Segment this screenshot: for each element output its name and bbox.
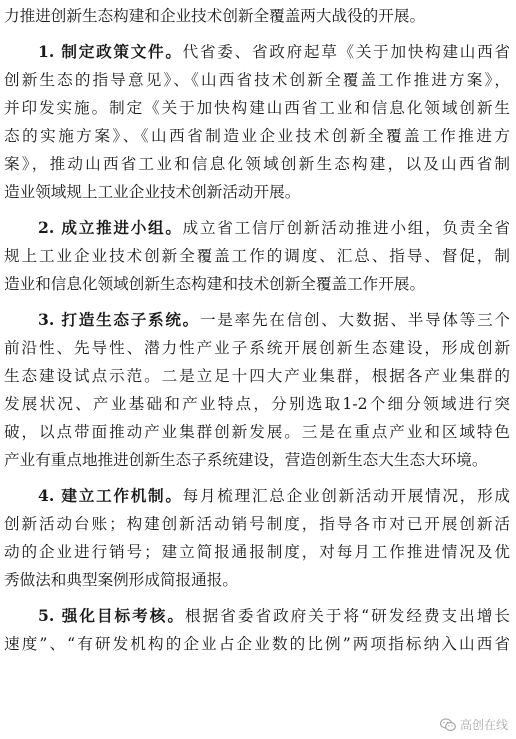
text-line [4,510,510,538]
paragraph-gap [4,474,510,482]
paragraph-1 [4,38,510,206]
text-line [4,482,510,510]
paragraph-3 [4,306,510,474]
line-text: 生态建设试点示范。二是立足十四大产业集群，根据各产业集群的 [4,367,510,385]
line-text: 一是率先在信创、大数据、半导体等三个 [199,311,510,329]
paragraph-0 [4,2,510,30]
section-heading: 5. 强化目标考核。 [38,606,186,625]
line-text: 动的企业进行销号；建立简报通报制度，对每月工作推进情况及优 [4,543,510,561]
text-line [4,390,510,418]
line-text: 速度”、“有研发机构的企业占企业数的比例”两项指标纳入山西省 [4,635,510,653]
section-heading: 4. 建立工作机制。 [38,486,183,505]
section-heading: 1. 制定政策文件。 [38,42,183,61]
text-line [4,270,510,298]
text-line [4,362,510,390]
line-text: 创新活动台账；构建创新活动销号制度，指导各市对已开展创新活 [4,515,510,533]
text-line [4,418,510,446]
line-text: 前沿性、先导性、潜力性产业子系统开展创新生态建设，形成创新 [4,339,510,357]
line-text: 破，以点带面推动产业集群创新发展。三是在重点产业和区域特色 [4,423,510,441]
text-line [4,446,510,474]
line-text: 秀做法和典型案例形成简报通报。 [4,571,238,589]
line-text: 态的实施方案》、《山西省制造业企业技术创新全覆盖工作推进方 [4,127,510,145]
line-text: 根据省委省政府关于将“研发经费支出增长 [185,607,510,625]
text-line [4,66,510,94]
line-text: 成立省工信厅创新活动推进小组，负责全省 [182,219,510,237]
text-line [4,38,510,66]
paragraph-gap [4,30,510,38]
text-line [4,122,510,150]
paragraph-gap [4,206,510,214]
line-text: 规上工业企业技术创新全覆盖工作的调度、汇总、指导、督促，制 [4,247,510,265]
text-line [4,334,510,362]
line-text: 发展状况、产业基础和产业特点，分别选取1-2个细分领域进行突 [4,395,510,413]
line-text: 力推进创新生态构建和企业技术创新全覆盖两大战役的开展。 [4,7,426,25]
line-text: 产业有重点地推进创新生态子系统建设，营造创新生态大生态大环境。 [4,451,488,469]
text-line [4,150,510,178]
watermark-text: 高创在线 [459,718,508,732]
line-text: 案》，推动山西省工业和信息化领域创新生态构建，以及山西省制 [4,155,510,173]
text-line [4,630,510,658]
text-line [4,602,510,630]
paragraph-gap [4,298,510,306]
text-line [4,242,510,270]
section-heading: 2. 成立推进小组。 [38,218,183,237]
text-line [4,178,510,206]
paragraph-4 [4,482,510,594]
paragraph-2 [4,214,510,298]
text-line [4,214,510,242]
paragraph-gap [4,594,510,602]
section-heading: 3. 打造生态子系统。 [38,310,200,329]
text-line [4,306,510,334]
paragraph-5 [4,602,510,658]
text-line [4,94,510,122]
line-text: 每月梳理汇总企业创新活动开展情况，形成 [182,487,510,505]
text-line [4,2,510,30]
text-line [4,538,510,566]
line-text: 创新生态的指导意见》、《山西省技术创新全覆盖工作推进方案》， [4,71,510,89]
line-text: 代省委、省政府起草《关于加快构建山西省 [182,43,510,61]
watermark [440,716,508,733]
line-text: 并印发实施。制定《关于加快构建山西省工业和信息化领域创新生 [4,99,510,117]
line-text: 造业领域规上工业企业技术创新活动开展。 [4,183,301,201]
wechat-icon [440,718,456,732]
text-line [4,566,510,594]
line-text: 造业和信息化领域创新生态构建和技术创新全覆盖工作开展。 [4,275,426,293]
